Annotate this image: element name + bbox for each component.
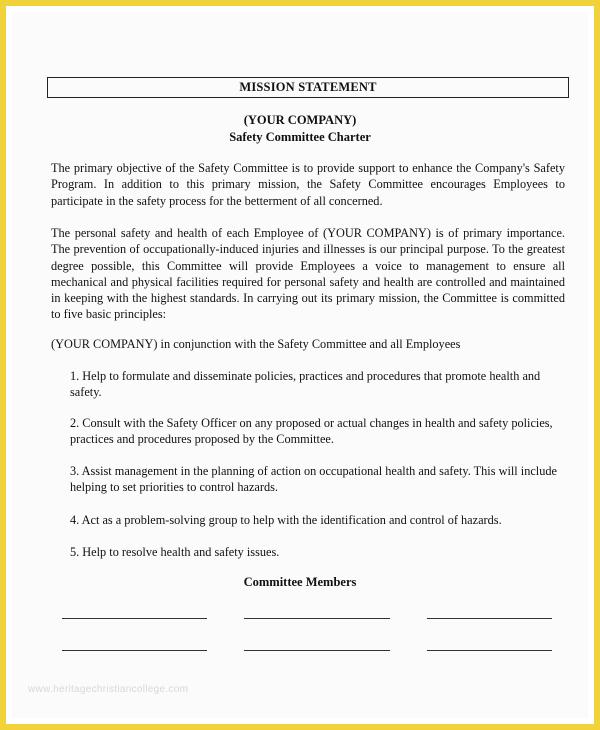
signature-line [244,650,390,651]
signature-line [244,618,390,619]
principle-item: 2. Consult with the Safety Officer on any proposed or actual changes in health and safety policies, practices and procedures proposed by the Committee. [70,416,553,447]
principle-item: 4. Act as a problem-solving group to help with the identification and control of hazards. [70,513,502,527]
document-page [12,12,588,718]
committee-members-title: Committee Members [243,575,357,589]
signature-line [427,650,552,651]
objective-paragraph: The primary objective of the Safety Committee is to provide support to enhance the Company's Safety Program. In addition to this primary mission, the Safety Committee encourages Employees to participate in the safety process for the betterment of all concerned. [51,161,565,208]
principle-item: 3. Assist management in the planning of action on occupational health and safety. This will include helping to set priorities to control hazards. [70,464,557,495]
mission-statement-title: MISSION STATEMENT [239,80,377,94]
charter-title: Safety Committee Charter [229,130,371,144]
company-name: (YOUR COMPANY) [243,113,357,127]
signature-line [62,618,207,619]
signature-line [427,618,552,619]
signature-line [62,650,207,651]
safety-paragraph: The personal safety and health of each Employee of (YOUR COMPANY) is of primary importance. The prevention of occupationally-induced injuries and illnesses is our principal purpose. To the greatest degree possible, this Committee will provide Employees a voice to management to ensure all mechanical and physical facilities required for personal safety and health are controlled and maintained in keeping with the highest standards. In carrying out its primary mission, the Committee is committed to five basic principles: [51,226,565,322]
principle-item: 1. Help to formulate and disseminate policies, practices and procedures that promote health and safety. [70,369,541,400]
principle-item: 5. Help to resolve health and safety issues. [70,545,280,559]
conjunction-paragraph: (YOUR COMPANY) in conjunction with the Safety Committee and all Employees [51,337,461,351]
watermark: www.heritagechristiancollege.com [28,684,189,695]
mission-statement-header [47,77,569,98]
